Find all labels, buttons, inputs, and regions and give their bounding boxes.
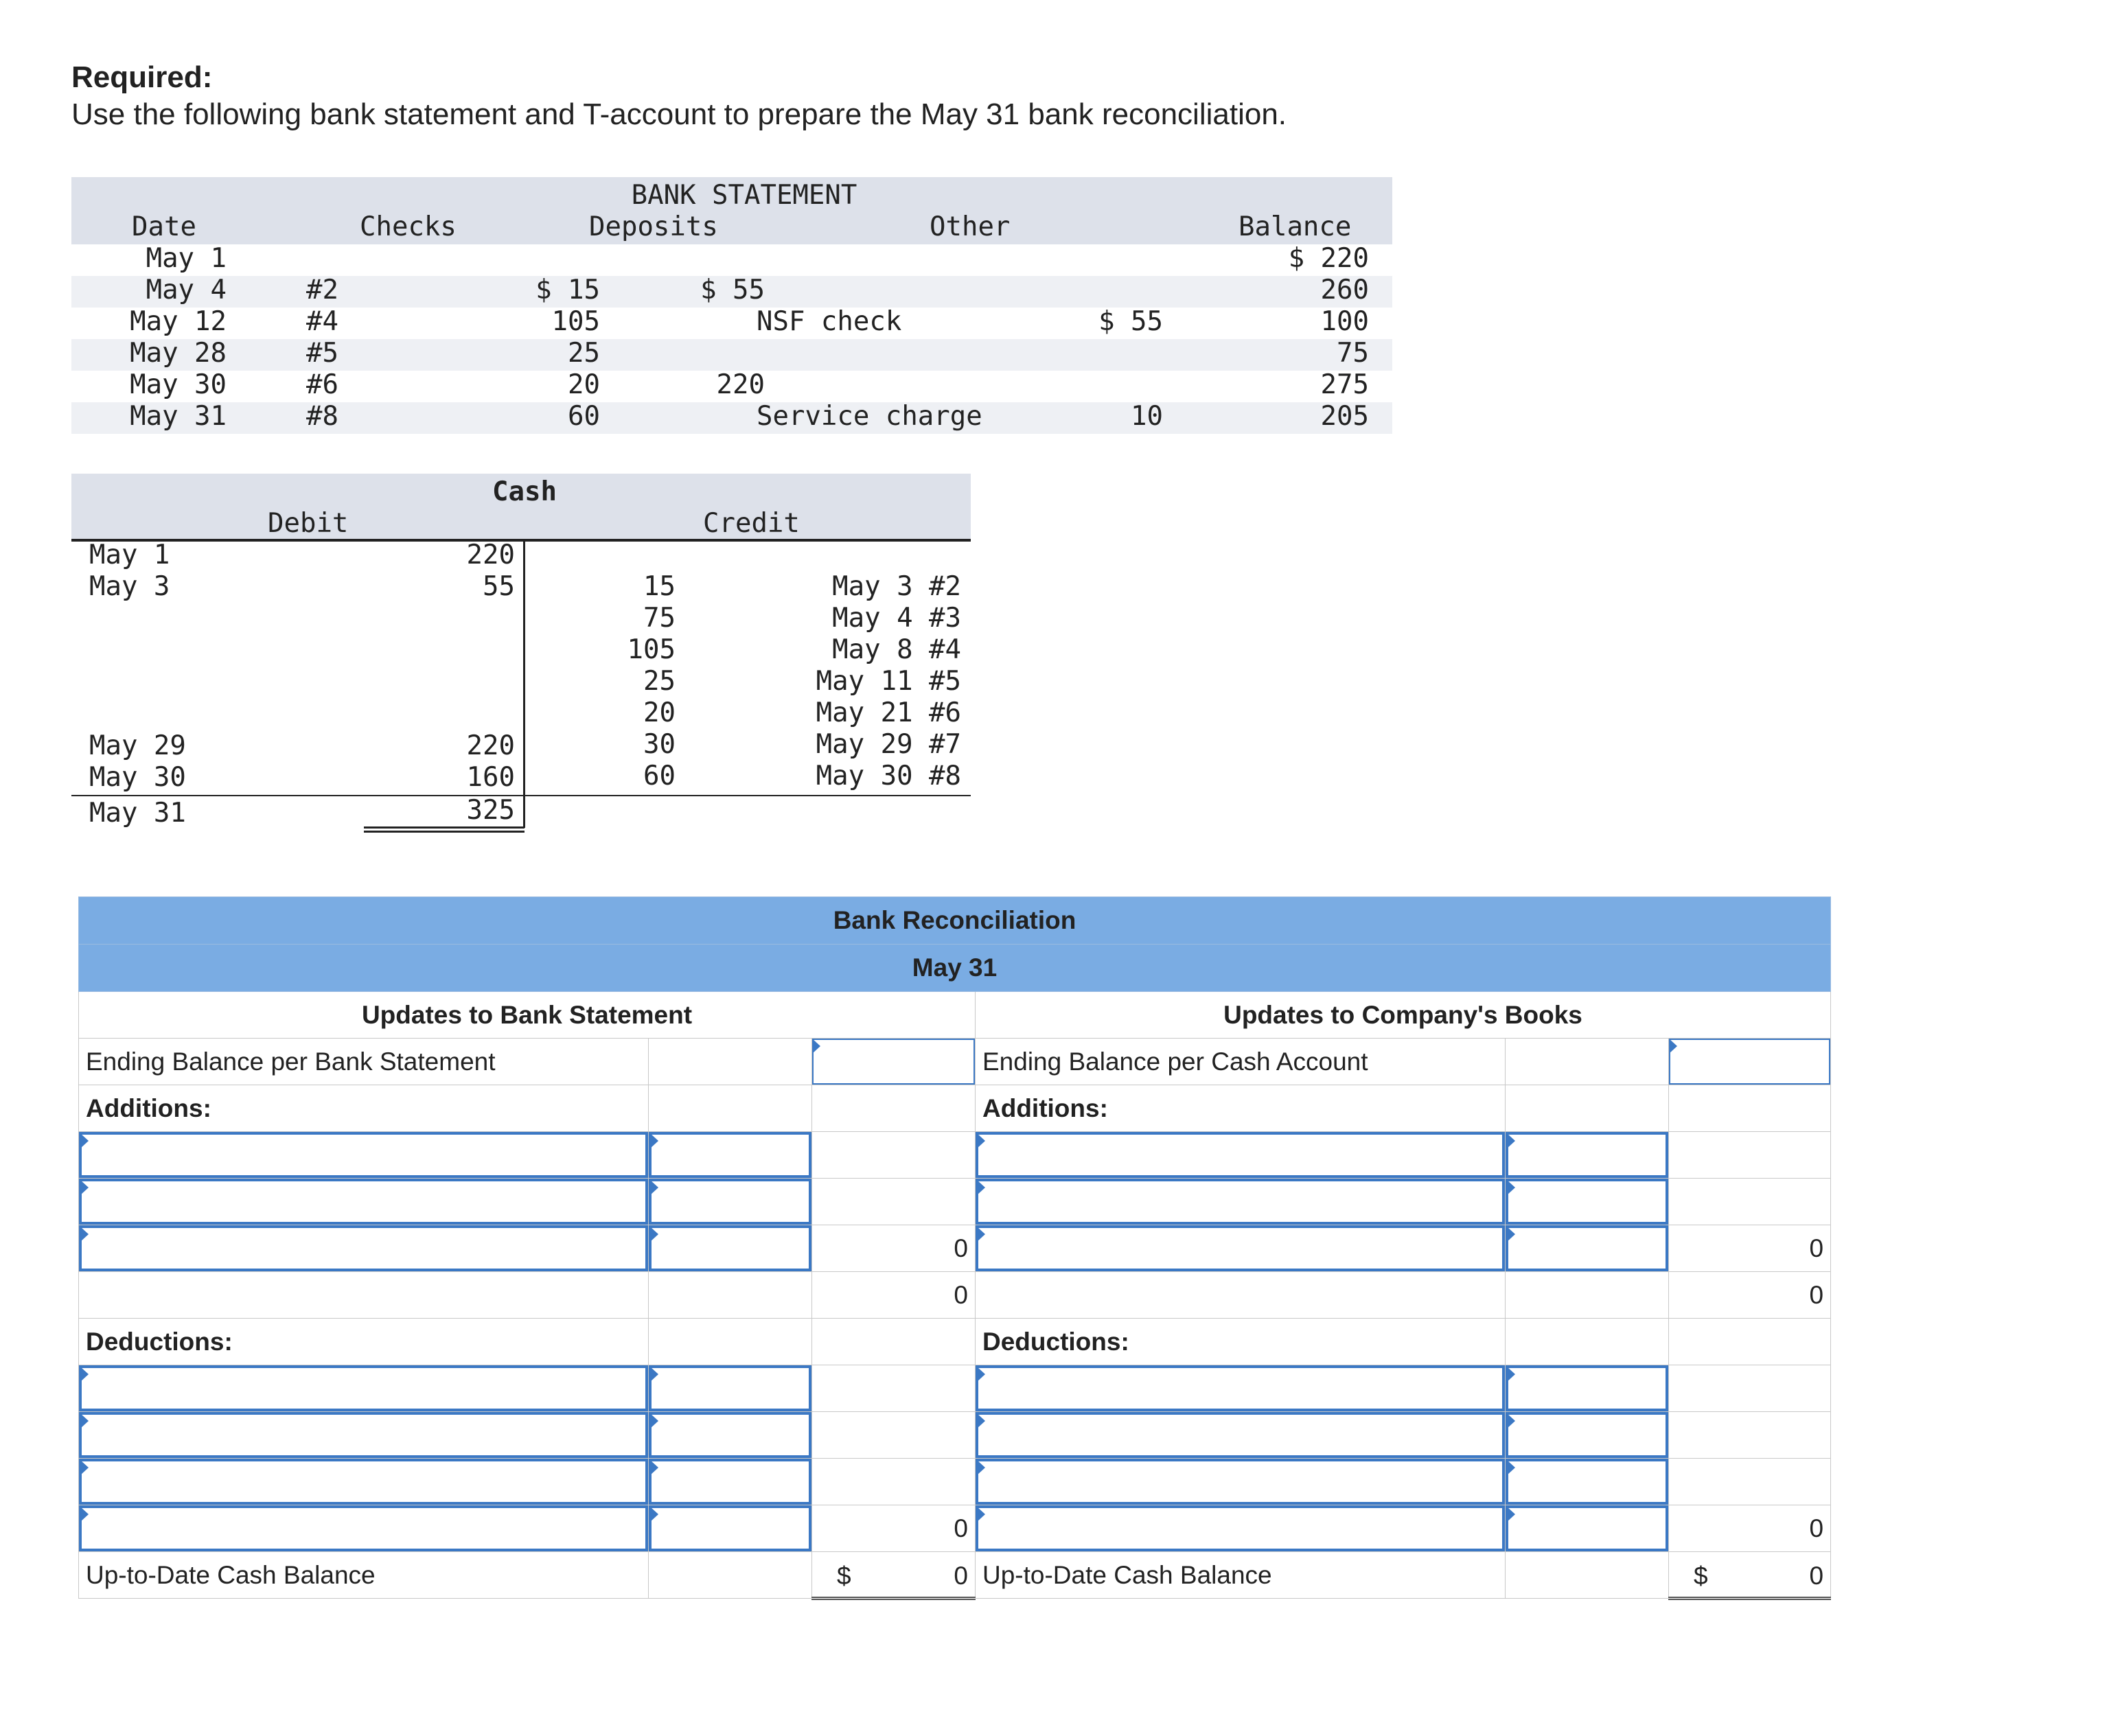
cash-t-account bbox=[71, 474, 971, 837]
row-check-amount: 20 bbox=[568, 369, 600, 400]
empty-cell bbox=[79, 1272, 649, 1319]
credit-ref: May 30 #8 bbox=[816, 761, 961, 791]
books-addition-amount-input[interactable] bbox=[1506, 1225, 1669, 1272]
row-check-no: #4 bbox=[306, 306, 338, 337]
bank-deduction-desc-input[interactable] bbox=[79, 1459, 649, 1505]
debit-date: May 29 bbox=[89, 730, 186, 761]
row-check-no: #2 bbox=[306, 275, 338, 305]
input-box[interactable] bbox=[1506, 1179, 1668, 1225]
recon-title: Bank Reconciliation bbox=[79, 897, 1831, 945]
books-addition-desc-input[interactable] bbox=[976, 1132, 1506, 1179]
row-balance: 75 bbox=[1337, 338, 1369, 369]
debit-amount: 55 bbox=[483, 571, 515, 602]
books-addition-desc-input[interactable] bbox=[976, 1179, 1506, 1225]
books-final-value: 0 bbox=[1809, 1562, 1824, 1590]
input-box[interactable] bbox=[79, 1505, 648, 1551]
empty-cell bbox=[649, 1319, 812, 1365]
input-box[interactable] bbox=[649, 1459, 811, 1505]
books-ending-label: Ending Balance per Cash Account bbox=[976, 1039, 1506, 1085]
bank-statement bbox=[71, 177, 1392, 435]
row-other-desc: Service charge bbox=[757, 401, 982, 432]
row-check-no: #8 bbox=[306, 401, 338, 432]
recon-date: May 31 bbox=[79, 945, 1831, 992]
bank-side-heading: Updates to Bank Statement bbox=[79, 992, 976, 1039]
currency-symbol: $ bbox=[837, 1562, 851, 1590]
input-box[interactable] bbox=[649, 1505, 811, 1551]
t-account-center-rule bbox=[523, 540, 525, 828]
bank-final-value: 0 bbox=[954, 1562, 968, 1590]
input-box[interactable] bbox=[649, 1179, 811, 1225]
ending-date: May 31 bbox=[89, 798, 186, 829]
empty-cell bbox=[1669, 1132, 1831, 1179]
row-date: May 4 bbox=[146, 275, 227, 305]
bank-statement-title: BANK STATEMENT bbox=[631, 180, 857, 211]
books-side-heading: Updates to Company's Books bbox=[976, 992, 1831, 1039]
bank-deduction-amount-input[interactable] bbox=[649, 1412, 812, 1459]
input-box[interactable] bbox=[649, 1225, 811, 1271]
input-box[interactable] bbox=[1506, 1505, 1668, 1551]
input-box[interactable] bbox=[1506, 1365, 1668, 1411]
credit-amount: 75 bbox=[643, 603, 676, 634]
empty-cell bbox=[1669, 1459, 1831, 1505]
input-box[interactable] bbox=[976, 1179, 1505, 1225]
empty-cell bbox=[812, 1132, 976, 1179]
input-box[interactable] bbox=[976, 1412, 1505, 1458]
books-deduction-amount-input[interactable] bbox=[1506, 1412, 1669, 1459]
row-balance: 205 bbox=[1320, 401, 1369, 432]
input-box[interactable] bbox=[1506, 1459, 1668, 1505]
credit-amount: 60 bbox=[643, 761, 676, 791]
row-check-amount: $ 15 bbox=[535, 275, 600, 305]
col-header-date: Date bbox=[132, 211, 196, 242]
input-box[interactable] bbox=[79, 1365, 648, 1411]
bank-reconciliation bbox=[78, 896, 1830, 1612]
empty-cell bbox=[1669, 1179, 1831, 1225]
bank-addition-desc-input[interactable] bbox=[79, 1225, 649, 1272]
empty-cell bbox=[812, 1459, 976, 1505]
row-date: May 28 bbox=[130, 338, 227, 369]
empty-cell bbox=[649, 1085, 812, 1132]
bank-addition-desc-input[interactable] bbox=[79, 1179, 649, 1225]
bank-final-label: Up-to-Date Cash Balance bbox=[79, 1552, 649, 1599]
books-additions-label: Additions: bbox=[976, 1085, 1506, 1132]
input-box[interactable] bbox=[812, 1039, 975, 1085]
credit-ref: May 4 #3 bbox=[832, 603, 961, 634]
input-box[interactable] bbox=[976, 1365, 1505, 1411]
credit-ref: May 8 #4 bbox=[832, 634, 961, 665]
row-deposit: 220 bbox=[716, 369, 765, 400]
bank-deduction-amount-input[interactable] bbox=[649, 1365, 812, 1412]
debit-amount: 160 bbox=[466, 762, 515, 793]
bank-addition-amount-input[interactable] bbox=[649, 1179, 812, 1225]
empty-cell bbox=[1669, 1085, 1831, 1132]
books-ending-balance-input[interactable] bbox=[1669, 1039, 1831, 1085]
input-box[interactable] bbox=[79, 1225, 648, 1271]
currency-symbol: $ bbox=[1694, 1562, 1708, 1590]
bank-deductions-total: 0 bbox=[812, 1505, 976, 1552]
required-instructions: Use the following bank statement and T-account to prepare the May 31 bank reconciliation. bbox=[71, 97, 1287, 131]
credit-label: Credit bbox=[703, 508, 800, 539]
bank-deduction-amount-input[interactable] bbox=[649, 1505, 812, 1552]
empty-cell bbox=[649, 1039, 812, 1085]
row-check-amount: 60 bbox=[568, 401, 600, 432]
row-other-amount: $ 55 bbox=[1098, 306, 1163, 337]
empty-cell bbox=[812, 1179, 976, 1225]
row-date: May 12 bbox=[130, 306, 227, 337]
row-check-amount: 105 bbox=[551, 306, 600, 337]
bank-addition-desc-input[interactable] bbox=[79, 1132, 649, 1179]
input-box[interactable] bbox=[1506, 1225, 1668, 1271]
input-box[interactable] bbox=[649, 1412, 811, 1458]
input-box[interactable] bbox=[1506, 1412, 1668, 1458]
row-balance: $ 220 bbox=[1288, 243, 1369, 274]
books-final-label: Up-to-Date Cash Balance bbox=[976, 1552, 1506, 1599]
credit-amount: 25 bbox=[643, 666, 676, 697]
bank-additions-total: 0 bbox=[812, 1225, 976, 1272]
row-check-amount: 25 bbox=[568, 338, 600, 369]
bank-up-to-date-balance bbox=[812, 1552, 976, 1599]
debit-label: Debit bbox=[268, 508, 349, 539]
input-box[interactable] bbox=[649, 1365, 811, 1411]
empty-cell bbox=[1669, 1365, 1831, 1412]
debit-date: May 3 bbox=[89, 571, 170, 602]
row-other-amount: 10 bbox=[1131, 401, 1163, 432]
input-box[interactable] bbox=[976, 1225, 1505, 1271]
credit-amount: 15 bbox=[643, 571, 676, 602]
input-box[interactable] bbox=[79, 1459, 648, 1505]
books-subtotal: 0 bbox=[1669, 1272, 1831, 1319]
debit-date: May 30 bbox=[89, 762, 186, 793]
empty-cell bbox=[812, 1319, 976, 1365]
bank-additions-label: Additions: bbox=[79, 1085, 649, 1132]
empty-cell bbox=[649, 1272, 812, 1319]
empty-cell bbox=[812, 1085, 976, 1132]
input-box[interactable] bbox=[1506, 1132, 1668, 1178]
row-balance: 260 bbox=[1320, 275, 1369, 305]
books-deduction-desc-input[interactable] bbox=[976, 1365, 1506, 1412]
row-check-no: #5 bbox=[306, 338, 338, 369]
input-box[interactable] bbox=[79, 1132, 648, 1178]
col-header-other: Other bbox=[930, 211, 1011, 242]
credit-amount: 20 bbox=[643, 697, 676, 728]
books-deduction-desc-input[interactable] bbox=[976, 1505, 1506, 1552]
empty-cell bbox=[1506, 1039, 1669, 1085]
credit-ref: May 11 #5 bbox=[816, 666, 961, 697]
t-account-top-rule bbox=[71, 539, 971, 542]
t-account-title: Cash bbox=[492, 476, 557, 507]
empty-cell bbox=[1506, 1552, 1669, 1599]
row-balance: 100 bbox=[1320, 306, 1369, 337]
input-box[interactable] bbox=[1669, 1039, 1830, 1085]
debit-amount: 220 bbox=[466, 730, 515, 761]
bank-addition-amount-input[interactable] bbox=[649, 1132, 812, 1179]
empty-cell bbox=[812, 1365, 976, 1412]
ending-amount: 325 bbox=[466, 795, 515, 826]
required-label: Required: bbox=[71, 60, 213, 94]
books-deduction-amount-input[interactable] bbox=[1506, 1459, 1669, 1505]
credit-ref: May 21 #6 bbox=[816, 697, 961, 728]
input-box[interactable] bbox=[649, 1132, 811, 1178]
empty-cell bbox=[1506, 1319, 1669, 1365]
books-deduction-desc-input[interactable] bbox=[976, 1459, 1506, 1505]
books-addition-amount-input[interactable] bbox=[1506, 1132, 1669, 1179]
credit-amount: 105 bbox=[627, 634, 676, 665]
t-account-total-rule bbox=[71, 795, 971, 796]
bank-deduction-amount-input[interactable] bbox=[649, 1459, 812, 1505]
row-date: May 1 bbox=[146, 243, 227, 274]
books-addition-amount-input[interactable] bbox=[1506, 1179, 1669, 1225]
empty-cell bbox=[1506, 1085, 1669, 1132]
bank-deduction-desc-input[interactable] bbox=[79, 1412, 649, 1459]
books-deductions-total: 0 bbox=[1669, 1505, 1831, 1552]
input-box[interactable] bbox=[976, 1132, 1505, 1178]
row-balance: 275 bbox=[1320, 369, 1369, 400]
col-header-deposits: Deposits bbox=[589, 211, 718, 242]
double-rule bbox=[364, 831, 525, 833]
double-rule bbox=[364, 826, 525, 829]
books-addition-desc-input[interactable] bbox=[976, 1225, 1506, 1272]
empty-cell bbox=[1669, 1319, 1831, 1365]
credit-ref: May 29 #7 bbox=[816, 729, 961, 760]
row-date: May 31 bbox=[130, 401, 227, 432]
bank-ending-balance-input[interactable] bbox=[812, 1039, 976, 1085]
bank-addition-amount-input[interactable] bbox=[649, 1225, 812, 1272]
input-box[interactable] bbox=[79, 1412, 648, 1458]
empty-cell bbox=[1669, 1412, 1831, 1459]
input-box[interactable] bbox=[976, 1505, 1505, 1551]
bank-deduction-desc-input[interactable] bbox=[79, 1365, 649, 1412]
row-other-desc: NSF check bbox=[757, 306, 902, 337]
books-up-to-date-balance bbox=[1669, 1552, 1831, 1599]
bank-deductions-label: Deductions: bbox=[79, 1319, 649, 1365]
empty-cell bbox=[976, 1272, 1506, 1319]
input-box[interactable] bbox=[79, 1179, 648, 1225]
empty-cell bbox=[1506, 1272, 1669, 1319]
row-date: May 30 bbox=[130, 369, 227, 400]
debit-date: May 1 bbox=[89, 540, 170, 570]
empty-cell bbox=[812, 1412, 976, 1459]
row-deposit: $ 55 bbox=[700, 275, 765, 305]
books-deduction-desc-input[interactable] bbox=[976, 1412, 1506, 1459]
input-box[interactable] bbox=[976, 1459, 1505, 1505]
books-deduction-amount-input[interactable] bbox=[1506, 1365, 1669, 1412]
debit-amount: 220 bbox=[466, 540, 515, 570]
books-deduction-amount-input[interactable] bbox=[1506, 1505, 1669, 1552]
row-check-no: #6 bbox=[306, 369, 338, 400]
books-additions-total: 0 bbox=[1669, 1225, 1831, 1272]
bank-ending-label: Ending Balance per Bank Statement bbox=[79, 1039, 649, 1085]
bank-subtotal: 0 bbox=[812, 1272, 976, 1319]
credit-amount: 30 bbox=[643, 729, 676, 760]
bank-deduction-desc-input[interactable] bbox=[79, 1505, 649, 1552]
col-header-checks: Checks bbox=[360, 211, 457, 242]
credit-ref: May 3 #2 bbox=[832, 571, 961, 602]
books-deductions-label: Deductions: bbox=[976, 1319, 1506, 1365]
col-header-balance: Balance bbox=[1238, 211, 1352, 242]
empty-cell bbox=[649, 1552, 812, 1599]
